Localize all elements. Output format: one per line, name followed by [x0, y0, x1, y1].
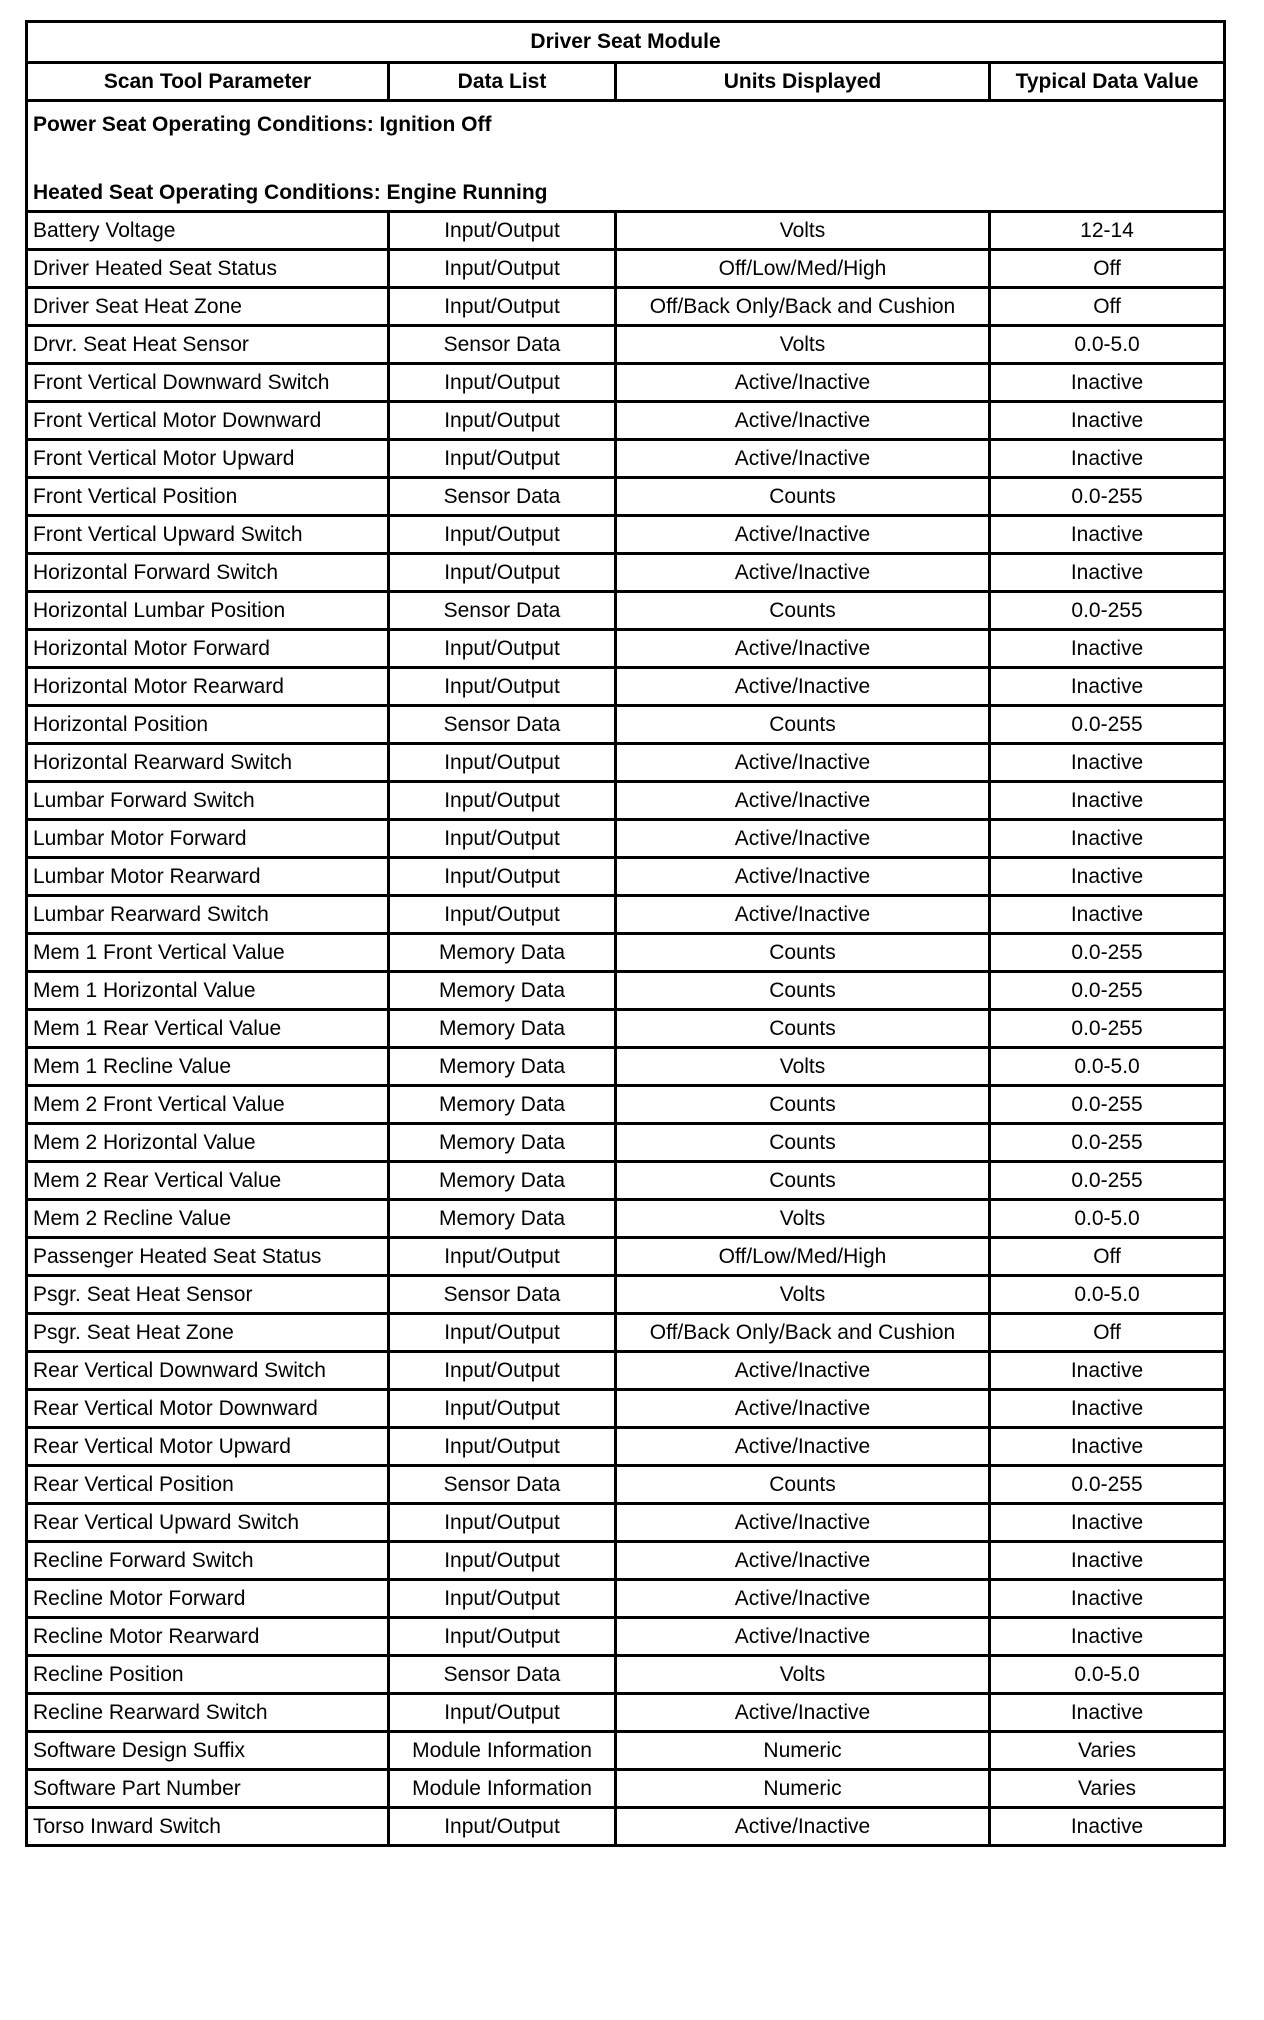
typical-value-cell: Inactive — [990, 820, 1225, 858]
units-cell: Active/Inactive — [616, 668, 990, 706]
units-cell: Active/Inactive — [616, 516, 990, 554]
table-row — [27, 1162, 1225, 1200]
data-list-cell: Input/Output — [389, 440, 616, 478]
parameter-cell: Driver Seat Heat Zone — [27, 288, 389, 326]
parameter-cell: Horizontal Lumbar Position — [27, 592, 389, 630]
parameter-cell: Lumbar Rearward Switch — [27, 896, 389, 934]
table-row — [27, 478, 1225, 516]
typical-value-cell: Inactive — [990, 1542, 1225, 1580]
units-cell: Volts — [616, 1048, 990, 1086]
parameter-cell: Recline Motor Rearward — [27, 1618, 389, 1656]
heated-seat-conditions: Heated Seat Operating Conditions: Engine Running — [33, 181, 548, 204]
parameter-cell: Horizontal Forward Switch — [27, 554, 389, 592]
table-row — [27, 364, 1225, 402]
units-cell: Counts — [616, 1124, 990, 1162]
units-cell: Off/Back Only/Back and Cushion — [616, 1314, 990, 1352]
typical-value-cell: 0.0-255 — [990, 1124, 1225, 1162]
units-cell: Counts — [616, 1010, 990, 1048]
typical-value-cell: Inactive — [990, 554, 1225, 592]
parameter-cell: Rear Vertical Position — [27, 1466, 389, 1504]
data-list-cell: Input/Output — [389, 1238, 616, 1276]
units-cell: Active/Inactive — [616, 1580, 990, 1618]
table-row — [27, 934, 1225, 972]
table-row — [27, 1390, 1225, 1428]
typical-value-cell: Inactive — [990, 1694, 1225, 1732]
typical-value-cell: 0.0-255 — [990, 1466, 1225, 1504]
data-list-cell: Sensor Data — [389, 1466, 616, 1504]
parameter-cell: Horizontal Motor Rearward — [27, 668, 389, 706]
operating-conditions-row — [27, 101, 1225, 212]
typical-value-cell: Inactive — [990, 858, 1225, 896]
data-list-cell: Memory Data — [389, 972, 616, 1010]
parameter-cell: Battery Voltage — [27, 212, 389, 250]
units-cell: Volts — [616, 1200, 990, 1238]
table-row — [27, 250, 1225, 288]
table-row — [27, 288, 1225, 326]
typical-value-cell: Inactive — [990, 1618, 1225, 1656]
power-seat-conditions: Power Seat Operating Conditions: Ignition Off — [33, 113, 492, 136]
data-list-cell: Input/Output — [389, 782, 616, 820]
data-list-cell: Sensor Data — [389, 478, 616, 516]
data-list-cell: Input/Output — [389, 402, 616, 440]
data-list-cell: Input/Output — [389, 858, 616, 896]
units-cell: Counts — [616, 1466, 990, 1504]
units-cell: Active/Inactive — [616, 896, 990, 934]
table-row — [27, 972, 1225, 1010]
units-cell: Counts — [616, 972, 990, 1010]
units-cell: Numeric — [616, 1770, 990, 1808]
typical-value-cell: Inactive — [990, 896, 1225, 934]
data-list-cell: Memory Data — [389, 1086, 616, 1124]
units-cell: Active/Inactive — [616, 744, 990, 782]
typical-value-cell: 12-14 — [990, 212, 1225, 250]
data-list-cell: Memory Data — [389, 1200, 616, 1238]
typical-value-cell: Inactive — [990, 1390, 1225, 1428]
units-cell: Counts — [616, 478, 990, 516]
typical-value-cell: Inactive — [990, 516, 1225, 554]
table-row — [27, 1086, 1225, 1124]
units-cell: Counts — [616, 1162, 990, 1200]
parameter-cell: Rear Vertical Motor Upward — [27, 1428, 389, 1466]
units-cell: Active/Inactive — [616, 782, 990, 820]
data-list-cell: Input/Output — [389, 630, 616, 668]
table-row — [27, 1732, 1225, 1770]
data-list-cell: Sensor Data — [389, 1276, 616, 1314]
data-list-cell: Input/Output — [389, 1314, 616, 1352]
typical-value-cell: Inactive — [990, 1428, 1225, 1466]
table-title: Driver Seat Module — [27, 22, 1225, 63]
table-row — [27, 554, 1225, 592]
units-cell: Active/Inactive — [616, 402, 990, 440]
units-cell: Active/Inactive — [616, 440, 990, 478]
table-row — [27, 1618, 1225, 1656]
data-list-cell: Input/Output — [389, 288, 616, 326]
parameter-cell: Front Vertical Motor Upward — [27, 440, 389, 478]
parameter-cell: Lumbar Motor Forward — [27, 820, 389, 858]
parameter-cell: Driver Heated Seat Status — [27, 250, 389, 288]
data-list-cell: Input/Output — [389, 896, 616, 934]
data-list-cell: Input/Output — [389, 554, 616, 592]
data-list-cell: Input/Output — [389, 212, 616, 250]
units-cell: Counts — [616, 934, 990, 972]
table-row — [27, 1010, 1225, 1048]
parameter-cell: Recline Rearward Switch — [27, 1694, 389, 1732]
table-title-row — [27, 22, 1225, 63]
parameter-cell: Lumbar Forward Switch — [27, 782, 389, 820]
typical-value-cell: Varies — [990, 1770, 1225, 1808]
typical-value-cell: Inactive — [990, 440, 1225, 478]
parameter-cell: Psgr. Seat Heat Sensor — [27, 1276, 389, 1314]
parameter-cell: Front Vertical Position — [27, 478, 389, 516]
table-row — [27, 668, 1225, 706]
table-row — [27, 440, 1225, 478]
table-row — [27, 820, 1225, 858]
typical-value-cell: 0.0-5.0 — [990, 1656, 1225, 1694]
units-cell: Active/Inactive — [616, 1808, 990, 1846]
units-cell: Off/Low/Med/High — [616, 1238, 990, 1276]
data-list-cell: Input/Output — [389, 1618, 616, 1656]
parameter-cell: Rear Vertical Downward Switch — [27, 1352, 389, 1390]
data-list-cell: Memory Data — [389, 1124, 616, 1162]
typical-value-cell: Inactive — [990, 1808, 1225, 1846]
data-list-cell: Input/Output — [389, 1428, 616, 1466]
parameter-cell: Drvr. Seat Heat Sensor — [27, 326, 389, 364]
data-list-cell: Memory Data — [389, 1048, 616, 1086]
data-list-cell: Sensor Data — [389, 706, 616, 744]
data-list-cell: Input/Output — [389, 668, 616, 706]
table-row — [27, 1808, 1225, 1846]
parameter-cell: Software Design Suffix — [27, 1732, 389, 1770]
parameter-cell: Horizontal Position — [27, 706, 389, 744]
typical-value-cell: 0.0-255 — [990, 478, 1225, 516]
units-cell: Active/Inactive — [616, 1542, 990, 1580]
table-row — [27, 1770, 1225, 1808]
parameter-cell: Horizontal Motor Forward — [27, 630, 389, 668]
units-cell: Off/Low/Med/High — [616, 250, 990, 288]
typical-value-cell: Off — [990, 250, 1225, 288]
parameter-cell: Front Vertical Upward Switch — [27, 516, 389, 554]
parameter-cell: Mem 2 Horizontal Value — [27, 1124, 389, 1162]
parameter-cell: Mem 2 Recline Value — [27, 1200, 389, 1238]
parameter-cell: Rear Vertical Upward Switch — [27, 1504, 389, 1542]
table-row — [27, 1352, 1225, 1390]
data-list-cell: Input/Output — [389, 820, 616, 858]
table-row — [27, 402, 1225, 440]
column-header-typical-value: Typical Data Value — [990, 63, 1225, 101]
parameter-cell: Torso Inward Switch — [27, 1808, 389, 1846]
data-list-cell: Memory Data — [389, 1010, 616, 1048]
units-cell: Active/Inactive — [616, 554, 990, 592]
typical-value-cell: 0.0-255 — [990, 934, 1225, 972]
data-list-cell: Module Information — [389, 1732, 616, 1770]
units-cell: Numeric — [616, 1732, 990, 1770]
parameter-cell: Rear Vertical Motor Downward — [27, 1390, 389, 1428]
data-list-cell: Input/Output — [389, 250, 616, 288]
data-list-cell: Input/Output — [389, 744, 616, 782]
typical-value-cell: 0.0-255 — [990, 972, 1225, 1010]
units-cell: Volts — [616, 212, 990, 250]
typical-value-cell: Inactive — [990, 630, 1225, 668]
table-row — [27, 516, 1225, 554]
table-row — [27, 1238, 1225, 1276]
data-list-cell: Module Information — [389, 1770, 616, 1808]
data-list-cell: Memory Data — [389, 934, 616, 972]
units-cell: Volts — [616, 1276, 990, 1314]
typical-value-cell: Inactive — [990, 364, 1225, 402]
table-row — [27, 1694, 1225, 1732]
parameter-cell: Horizontal Rearward Switch — [27, 744, 389, 782]
data-list-cell: Input/Output — [389, 1352, 616, 1390]
column-header-row — [27, 63, 1225, 101]
typical-value-cell: 0.0-5.0 — [990, 1276, 1225, 1314]
operating-conditions — [27, 101, 1225, 212]
parameter-cell: Psgr. Seat Heat Zone — [27, 1314, 389, 1352]
typical-value-cell: 0.0-255 — [990, 1086, 1225, 1124]
parameter-cell: Mem 1 Rear Vertical Value — [27, 1010, 389, 1048]
data-list-cell: Input/Output — [389, 516, 616, 554]
data-list-cell: Input/Output — [389, 1504, 616, 1542]
typical-value-cell: Inactive — [990, 744, 1225, 782]
data-list-cell: Input/Output — [389, 364, 616, 402]
column-header-parameter: Scan Tool Parameter — [27, 63, 389, 101]
parameter-cell: Recline Forward Switch — [27, 1542, 389, 1580]
table-row — [27, 1466, 1225, 1504]
data-list-cell: Input/Output — [389, 1808, 616, 1846]
parameter-cell: Software Part Number — [27, 1770, 389, 1808]
table-row — [27, 1656, 1225, 1694]
typical-value-cell: Off — [990, 1314, 1225, 1352]
typical-value-cell: Inactive — [990, 668, 1225, 706]
typical-value-cell: Inactive — [990, 782, 1225, 820]
data-list-cell: Memory Data — [389, 1162, 616, 1200]
units-cell: Off/Back Only/Back and Cushion — [616, 288, 990, 326]
table-row — [27, 896, 1225, 934]
table-row — [27, 1580, 1225, 1618]
typical-value-cell: Inactive — [990, 1504, 1225, 1542]
units-cell: Active/Inactive — [616, 1504, 990, 1542]
units-cell: Active/Inactive — [616, 1618, 990, 1656]
units-cell: Active/Inactive — [616, 1428, 990, 1466]
parameter-cell: Recline Motor Forward — [27, 1580, 389, 1618]
table-row — [27, 782, 1225, 820]
units-cell: Active/Inactive — [616, 1390, 990, 1428]
units-cell: Active/Inactive — [616, 1352, 990, 1390]
units-cell: Counts — [616, 592, 990, 630]
column-header-data-list: Data List — [389, 63, 616, 101]
parameter-cell: Mem 2 Rear Vertical Value — [27, 1162, 389, 1200]
driver-seat-module-table — [25, 20, 1226, 1847]
typical-value-cell: 0.0-255 — [990, 1162, 1225, 1200]
typical-value-cell: Inactive — [990, 402, 1225, 440]
units-cell: Volts — [616, 1656, 990, 1694]
parameter-cell: Front Vertical Downward Switch — [27, 364, 389, 402]
table-row — [27, 1314, 1225, 1352]
table-row — [27, 744, 1225, 782]
units-cell: Counts — [616, 706, 990, 744]
table-row — [27, 212, 1225, 250]
parameter-cell: Mem 1 Horizontal Value — [27, 972, 389, 1010]
table-row — [27, 630, 1225, 668]
units-cell: Active/Inactive — [616, 630, 990, 668]
typical-value-cell: Inactive — [990, 1352, 1225, 1390]
table-row — [27, 326, 1225, 364]
units-cell: Volts — [616, 326, 990, 364]
data-list-cell: Input/Output — [389, 1542, 616, 1580]
data-list-cell: Input/Output — [389, 1694, 616, 1732]
parameter-cell: Mem 1 Front Vertical Value — [27, 934, 389, 972]
typical-value-cell: 0.0-5.0 — [990, 1048, 1225, 1086]
typical-value-cell: 0.0-5.0 — [990, 1200, 1225, 1238]
typical-value-cell: Off — [990, 288, 1225, 326]
typical-value-cell: 0.0-255 — [990, 1010, 1225, 1048]
data-list-cell: Input/Output — [389, 1580, 616, 1618]
table-row — [27, 1504, 1225, 1542]
units-cell: Active/Inactive — [616, 858, 990, 896]
typical-value-cell: Inactive — [990, 1580, 1225, 1618]
units-cell: Active/Inactive — [616, 364, 990, 402]
table-row — [27, 1428, 1225, 1466]
parameter-cell: Lumbar Motor Rearward — [27, 858, 389, 896]
table-row — [27, 858, 1225, 896]
parameter-cell: Mem 2 Front Vertical Value — [27, 1086, 389, 1124]
data-list-cell: Input/Output — [389, 1390, 616, 1428]
table-row — [27, 1276, 1225, 1314]
table-row — [27, 592, 1225, 630]
typical-value-cell: 0.0-255 — [990, 706, 1225, 744]
units-cell: Active/Inactive — [616, 820, 990, 858]
parameter-cell: Passenger Heated Seat Status — [27, 1238, 389, 1276]
typical-value-cell: 0.0-255 — [990, 592, 1225, 630]
units-cell: Counts — [616, 1086, 990, 1124]
table-row — [27, 1542, 1225, 1580]
parameter-cell: Mem 1 Recline Value — [27, 1048, 389, 1086]
table-row — [27, 706, 1225, 744]
units-cell: Active/Inactive — [616, 1694, 990, 1732]
table-row — [27, 1124, 1225, 1162]
data-list-cell: Sensor Data — [389, 1656, 616, 1694]
typical-value-cell: Varies — [990, 1732, 1225, 1770]
table-row — [27, 1200, 1225, 1238]
data-list-cell: Sensor Data — [389, 592, 616, 630]
table-row — [27, 1048, 1225, 1086]
parameter-cell: Front Vertical Motor Downward — [27, 402, 389, 440]
typical-value-cell: Off — [990, 1238, 1225, 1276]
data-list-cell: Sensor Data — [389, 326, 616, 364]
column-header-units: Units Displayed — [616, 63, 990, 101]
parameter-cell: Recline Position — [27, 1656, 389, 1694]
typical-value-cell: 0.0-5.0 — [990, 326, 1225, 364]
